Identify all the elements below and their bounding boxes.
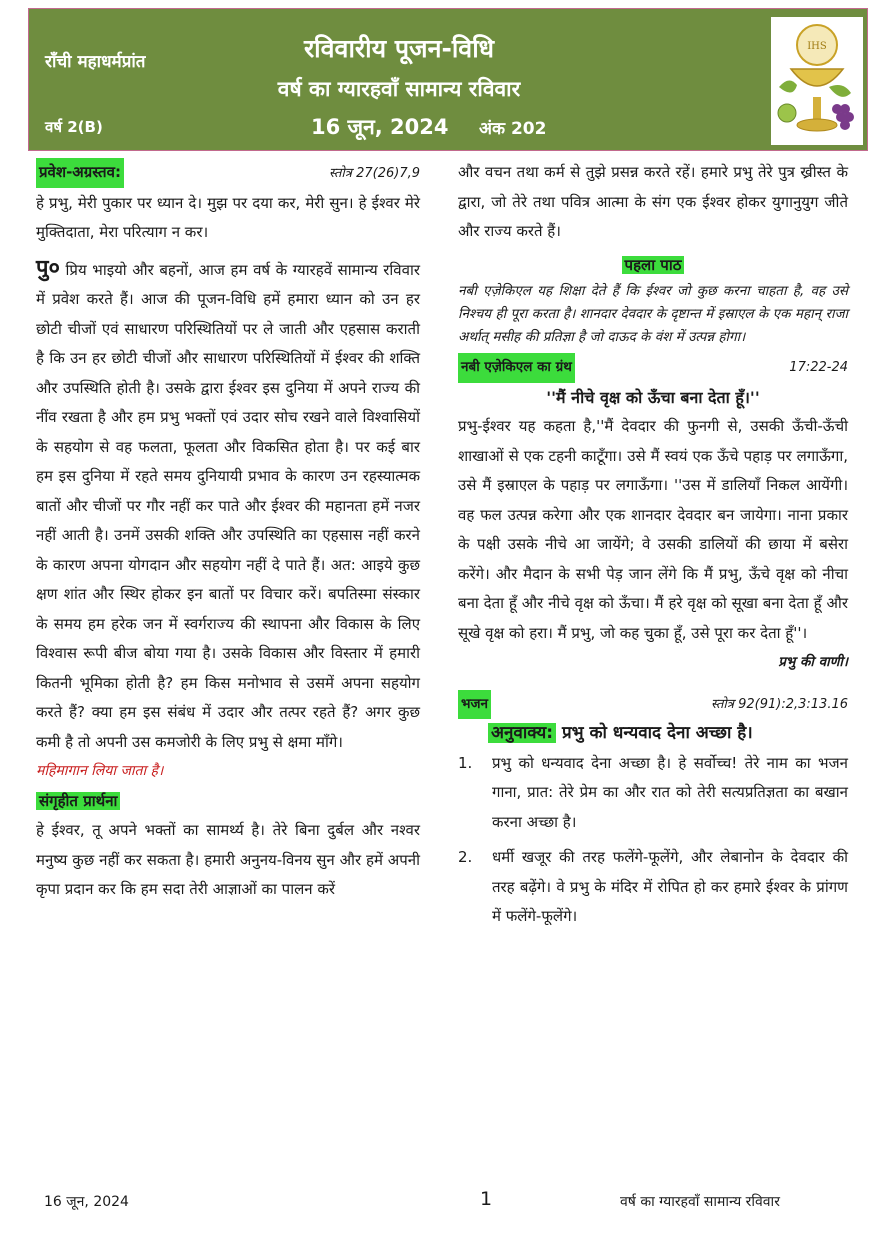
page-number: 1 xyxy=(480,1188,493,1210)
chalice-logo-icon xyxy=(771,17,863,145)
entrance-text: हे प्रभु, मेरी पुकार पर ध्यान दे। मुझ पर दया कर, मेरी सुन। हे ईश्वर मेरे मुक्तिदाता, मेरा परित्याग न कर। xyxy=(36,193,420,241)
collect-continuation: और वचन तथा कर्म से तुझे प्रसन्न करते रहें। हमारे प्रभु तेरे पुत्र ख्रीस्त के द्वारा, जो तेरे तथा पवित्र आत्मा के संग एक ईश्वर होकर युगानुयुग जीते और राज्य करते हैं। xyxy=(458,163,848,240)
book-heading: नबी एज़ेकिएल का ग्रंथ xyxy=(458,353,575,383)
psalm-header xyxy=(458,690,848,720)
left-column xyxy=(36,158,420,905)
diocese-name: राँची महाधर्मप्रांत xyxy=(45,52,146,72)
introduction-text: प्रिय भाइयो और बहनों, आज हम वर्ष के ग्यारहवें सामान्य रविवार में प्रवेश करते हैं। आज की पूजन-विधि हमें हमारा ध्यान को उन हर छोटी चीजों एवं साधारण परिस्थितियों पर ले जाती और एहसास कराती है कि उन हर छोटी चीजों और साधारण परिस्थितियों में ईश्वर की शक्ति और उपस्थिति होती है। उसके द्वारा ईश्वर इस दुनिया में अपने राज्य की नींव रखता है और हम प्रभु भक्तों एवं उदार सोच रखने वाले विश्वासियों के सहयोग से वह फलता, फूलता और विकसित होता है। पर कई बार हम इस दुनिया में रहते समय दुनियायी प्रभाव के कारण उन रहस्यात्मक बातों और चीजों पर गौर नहीं कर पाते और ईश्वर की महानता हमें नजर नहीं आती है। उनमें उसकी शक्ति और उपस्थिति का एहसास नहीं करने के कारण अपना योगदान और सहयोग नहीं दे पाते हैं। अत: आइये कुछ क्षण शांत और स्थिर होकर इन बातों पर विचार करें। बपतिस्मा संस्कार के समय हम हरेक जन में स्वर्गराज्य की स्थापना और विकास के लिए विश्वास रूपी बीज बोया गया है। उसके विकास और विस्तार में हमारी कितनी भूमिका होती है? हम किस मनोभाव से उसमें अपना सहयोग करते हैं? क्या हम इस संबंध में उदार और तत्पर रहते हैं? अगर कुछ कमी है तो अपनी उस कमजोरी के लिए प्रभु से क्षमा माँगे। xyxy=(36,260,420,751)
host-letters: IHS xyxy=(807,41,827,52)
volume-label: वर्ष 2(B) xyxy=(45,118,103,136)
collect-heading: संगृहीत प्रार्थना xyxy=(36,792,120,810)
first-reading-intro: नबी एज़ेकिएल यह शिक्षा देते हैं कि ईश्वर जो कुछ करना चाहता है, वह उसे निश्चय ही पूरा करता है। शानदार देवदार के दृष्टान्त में इस्राएल के एक महान् राजा अर्थात् मसीह की प्रतिज्ञा है जो दाऊद के वंश में उत्पन्न होगा। xyxy=(458,283,848,345)
reading-text: प्रभु-ईश्वर यह कहता है,''मैं देवदार की फुनगी से, उसकी ऊँची-ऊँची शाखाओं से एक टहनी काटूँगा। उसे मैं स्वयं एक ऊँचे पहाड़ पर लगाऊँगा, उसे मैं इस्राएल के पहाड़ पर लगाऊँगा। ''उस में डालियाँ निकल आयेंगी। वह फल उत्पन्न करेगा और एक शानदार देवदार बन जायेगा। नाना प्रकार के पक्षी उसके नीचे आ जायेंगे; वे उसकी डालियों की छाया में बसेरा करेंगे। और मैदान के सभी पेड़ जान लेंगे कि मैं प्रभु, ऊँचे वृक्ष को नीचा बना देता हूँ और नीचे वृक्ष को ऊँचा। मैं हरे वृक्ष को सूखा बना देता हूँ और सूखे वृक्ष को हरा। मैं प्रभु, जो कह चुका हूँ, उसे पूरा कर देता हूँ''। xyxy=(458,417,848,642)
footer-date: 16 जून, 2024 xyxy=(44,1194,129,1210)
psalm-verse-number: 2. xyxy=(458,848,473,866)
book-reference: 17:22-24 xyxy=(789,360,848,375)
psalm-heading: भजन xyxy=(458,690,491,720)
psalm-reference: स्तोत्र 92(91):2,3:13.16 xyxy=(710,696,848,712)
entrance-heading: प्रवेश-अग्रस्तव: xyxy=(36,158,124,188)
psalm-verse xyxy=(458,749,848,838)
page-subtitle: वर्ष का ग्यारहवाँ सामान्य रविवार xyxy=(277,77,521,101)
psalm-verse-text: प्रभु को धन्यवाद देना अच्छा है। हे सर्वोच्च! तेरे नाम का भजन गाना, प्रात: तेरे प्रेम का और रात को तेरी सत्यप्रतिज्ञता का बखान करना अच्छा है। xyxy=(492,753,848,831)
page-title: रविवारीय पूजन-विधि xyxy=(303,34,495,63)
issue-number: अंक 202 xyxy=(479,119,547,139)
refrain-text: प्रभु को धन्यवाद देना अच्छा है। xyxy=(561,723,753,743)
first-reading-heading: पहला पाठ xyxy=(622,256,685,274)
right-column xyxy=(458,158,848,932)
book-header xyxy=(458,353,848,383)
introduction-paragraph xyxy=(36,254,420,758)
refrain-label: अनुवाक्य: xyxy=(488,723,556,743)
psalm-verse-text: धर्मी खजूर की तरह फलेंगे-फूलेंगे, और लेबानोन के देवदार की तरह बढ़ेंगे। वे प्रभु के मंदिर में रोपित हो कर हमारे ईश्वर के प्रांगण में फलेंगे-फूलेंगे। xyxy=(492,848,848,925)
priest-mark: पु० xyxy=(36,255,60,281)
gloria-note: महिमागान लिया जाता है। xyxy=(36,763,164,779)
collect-text: हे ईश्वर, तू अपने भक्तों का सामर्थ्य है। तेरे बिना दुर्बल और नश्वर मनुष्य कुछ नहीं कर सकता है। हमारी अनुनय-विनय सुन और हमें अपनी कृपा प्रदान कर कि हम सदा तेरी आज्ञाओं का पालन करें xyxy=(36,821,420,898)
psalm-verse xyxy=(458,843,848,932)
reading-quote: ''मैं नीचे वृक्ष को ऊँचा बना देता हूँ।'' xyxy=(546,387,760,407)
entrance-reference: स्तोत्र 27(26)7,9 xyxy=(328,166,420,181)
footer-title: वर्ष का ग्यारहवाँ सामान्य रविवार xyxy=(620,1194,780,1210)
psalm-verse-number: 1. xyxy=(458,753,473,772)
header-banner xyxy=(28,8,868,151)
entrance-antiphon-header xyxy=(36,158,420,189)
word-of-lord: प्रभु की वाणी। xyxy=(778,654,848,670)
header-date: 16 जून, 2024 xyxy=(311,115,449,139)
psalm-refrain xyxy=(458,719,848,749)
